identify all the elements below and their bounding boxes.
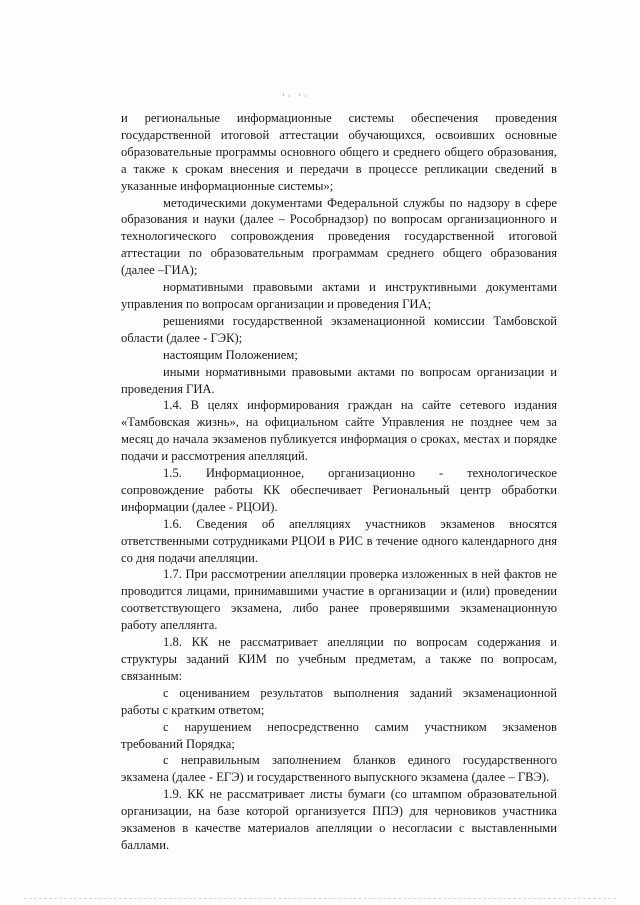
paragraph-other-acts: иными нормативными правовыми актами по вопросам организации и проведения ГИА. [121,364,557,396]
paragraph-1-6: 1.6. Сведения об апелляциях участников экзаменов вносятся ответственными сотрудниками РЦОИ в РИС в течение одного календарного дня со дня подачи апелляции. [121,516,557,565]
document-body [121,110,557,854]
paragraph-normative-acts: нормативными правовыми актами и инструктивными документами управления по вопросам организации и проведения ГИА; [121,280,557,311]
paragraph-this-regulation: настоящим Положением; [163,347,298,362]
scan-edge-artifact [24,896,616,899]
paragraph-procedure-violation: с нарушением непосредственно самим участником экзаменов требований Порядка; [121,719,557,751]
paragraph-1-9: 1.9. КК не рассматривает листы бумаги (со штампом образовательной организации, на базе которой организуется ППЭ) для черновиков участника экзаменов в качестве материалов апелляции о несогласии с выставленными баллами. [121,787,557,852]
paragraph-gek-decisions: решениями государственной экзаменационной комиссии Тамбовской области (далее - ГЭК); [121,313,557,345]
paragraph-1-7: 1.7. При рассмотрении апелляции проверка изложенных в ней фактов не проводится лицами, принимавшими участие в организации и (или) проведении соответствующего экзамена, либо ранее проверявшими экзаменационную работу апеллянта. [121,567,557,633]
paragraph-1-8: 1.8. КК не рассматривает апелляции по вопросам содержания и структуры заданий КИМ по учебным предметам, а также по вопросам, связанным: [121,635,557,683]
paragraph-short-answer: с оцениванием результатов выполнения заданий экзаменационной работы с кратким ответом; [121,685,557,717]
paragraph-regional-systems: и региональные информационные системы обеспечения проведения государственной итоговой аттестации обучающихся, освоивших основные образовательные программы основного общего и среднего общего образования, а также к срокам внесения и передачи в процессе репликации сведений в указанные информационные системы»; [121,111,557,193]
paragraph-blank-filling: с неправильным заполнением бланков единого государственного экзамена (далее - ЕГЭ) и государственного выпускного экзамена (далее – ГВЭ). [121,753,557,785]
scan-artifact-mark: ‘· ’· [282,92,310,101]
paragraph-1-4: 1.4. В целях информирования граждан на сайте сетевого издания «Тамбовская жизнь», на официальном сайте Управления не позднее чем за месяц до начала экзаменов публикуется информация о сроках, местах и порядке подачи и рассмотрения апелляций. [121,398,557,464]
paragraph-methodical-docs: методическими документами Федеральной службы по надзору в сфере образования и науки (далее – Рособрнадзор) по вопросам организационного и технологического сопровождения проведения государственной итоговой аттестации по образовательным программам среднего общего образования (далее –ГИА); [121,195,557,278]
paragraph-1-5: 1.5. Информационное, организационно - технологическое сопровождение работы КК обеспечивает Региональный центр обработки информации (далее - РЦОИ). [121,466,557,514]
